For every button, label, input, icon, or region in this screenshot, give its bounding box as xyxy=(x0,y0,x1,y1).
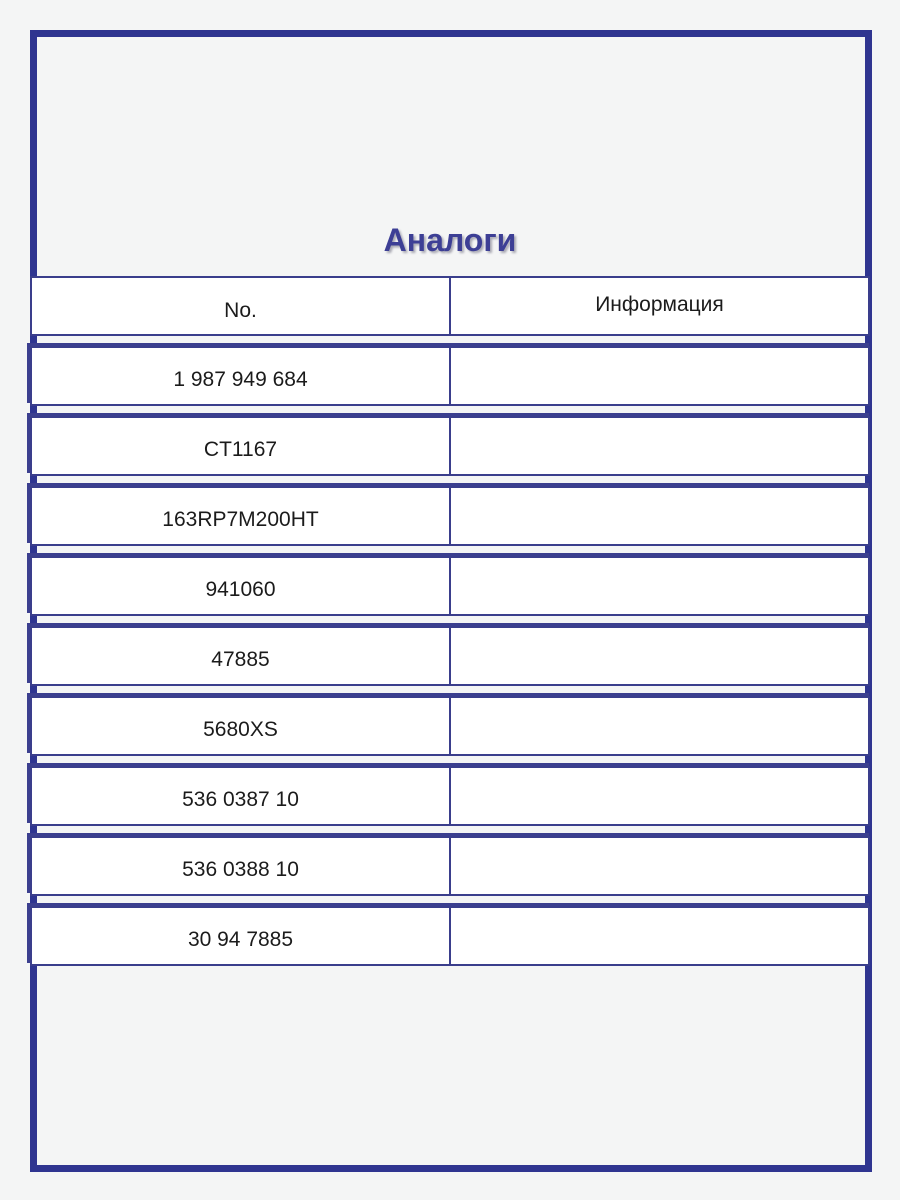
info-cell xyxy=(449,696,870,756)
column-header-info: Информация xyxy=(449,276,870,336)
part-number-cell: 536 0387 10 xyxy=(30,766,451,826)
info-cell xyxy=(449,486,870,546)
info-cell xyxy=(449,346,870,406)
info-cell xyxy=(449,556,870,616)
part-number-cell: 47885 xyxy=(30,626,451,686)
column-header-no: No. xyxy=(30,276,451,336)
part-number-cell: 941060 xyxy=(30,556,451,616)
table-row xyxy=(30,836,872,896)
part-number-cell: 30 94 7885 xyxy=(30,906,451,966)
table-header-row xyxy=(30,276,872,336)
part-number-cell: 1 987 949 684 xyxy=(30,346,451,406)
info-cell xyxy=(449,836,870,896)
table-row xyxy=(30,696,872,756)
table-row xyxy=(30,346,872,406)
info-cell xyxy=(449,766,870,826)
info-cell xyxy=(449,906,870,966)
table-row xyxy=(30,766,872,826)
info-cell xyxy=(449,626,870,686)
table-row xyxy=(30,416,872,476)
page-title: Аналоги xyxy=(383,222,517,258)
part-number-cell: 163RP7M200HT xyxy=(30,486,451,546)
part-number-cell: 536 0388 10 xyxy=(30,836,451,896)
table-row xyxy=(30,556,872,616)
table-row xyxy=(30,626,872,686)
part-number-cell: CT1167 xyxy=(30,416,451,476)
info-cell xyxy=(449,416,870,476)
table-row xyxy=(30,486,872,546)
table-row xyxy=(30,906,872,966)
part-number-cell: 5680XS xyxy=(30,696,451,756)
